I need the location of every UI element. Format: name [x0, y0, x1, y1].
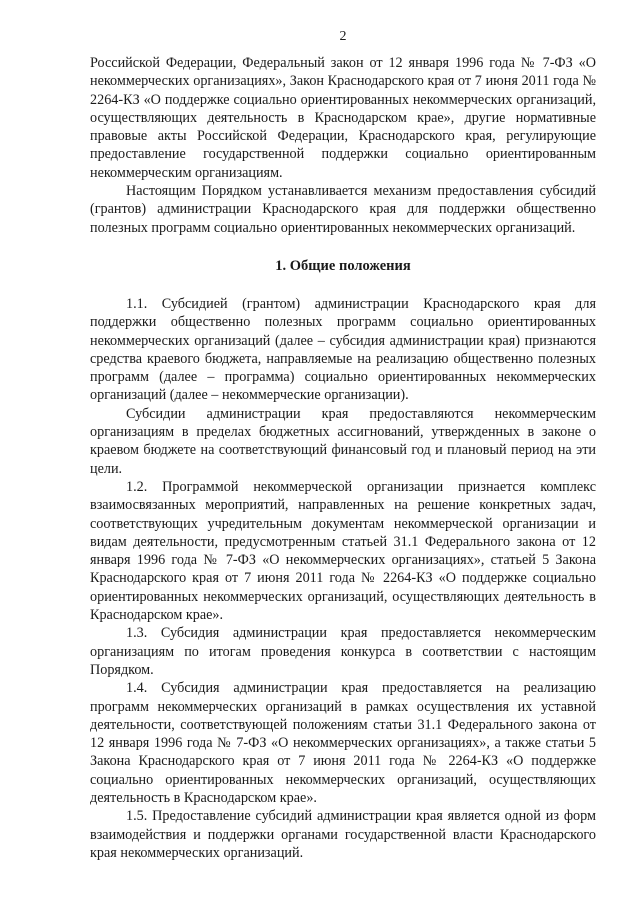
paragraph-1-1-subsidies: Субсидии администрации края предоставляются некоммерческим организациям в пределах бюджетных ассигнований, утвержденных в законе о краевом бюджете на соответствующий финансовый год и плановый период на эти цели. — [90, 405, 596, 477]
paragraph-1-2: 1.2. Программой некоммерческой организации признается комплекс взаимосвязанных мероприятий, направленных на решение конкретных задач, соответствующих учредительным документам некоммерческой организации и видам деятельности, предусмотренным статьей 31.1 Федерального закона от 12 января 1996 года № 7-ФЗ «О некоммерческих организациях», статьей 5 Закона Краснодарского края от 7 июня 2011 года № 2264-КЗ «О поддержке социально ориентированных некоммерческих организаций, осуществляющих деятельность в Краснодарском крае». — [90, 478, 596, 624]
paragraph-1-4: 1.4. Субсидия администрации края предоставляется на реализацию программ некоммерческих организаций в рамках осуществления их уставной деятельности, соответствующей положениям статьи 31.1 Федерального закона от 12 января 1996 года № 7-ФЗ «О некоммерческих организациях», а также статьи 5 Закона Краснодарского края от 7 июня 2011 года № 2264-КЗ «О поддержке социально ориентированных некоммерческих организаций, осуществляющих деятельность в Краснодарском крае». — [90, 680, 596, 806]
section-title: 1. Общие положения — [275, 257, 411, 274]
page-number: 2 — [339, 29, 347, 44]
paragraph-1-1: 1.1. Субсидией (грантом) администрации Краснодарского края для поддержки общественно полезных программ социально ориентированных некоммерческих организаций (далее – субсидия администрации края) признаются средства краевого бюджета, направляемые на реализацию общественно полезных программ (далее – программа) социально ориентированных некоммерческих организаций (далее – некоммерческие организации). — [90, 295, 596, 404]
paragraph-1-3: 1.3. Субсидия администрации края предоставляется некоммерческим организациям по итогам проведения конкурса в соответствии с настоящим Порядком. — [90, 625, 596, 678]
intro-paragraph-continued: Российской Федерации, Федеральный закон от 12 января 1996 года № 7-ФЗ «О некоммерческих организациях», Закон Краснодарского края от 7 июня 2011 года № 2264-КЗ «О поддержке социально ориентированных некоммерческих организаций, осуществляющих деятельность в Краснодарском крае», другие нормативные правовые акты Российской Федерации, Краснодарского края, регулирующие предоставление государственной поддержки социально ориентированным некоммерческим организациям. — [90, 55, 596, 181]
paragraph-1-5: 1.5. Предоставление субсидий администрации края является одной из форм взаимодействия и поддержки органами государственной власти Краснодарского края некоммерческих организаций. — [90, 808, 596, 861]
intro-paragraph-purpose: Настоящим Порядком устанавливается механизм предоставления субсидий (грантов) администрации Краснодарского края для поддержки общественно полезных программ социально ориентированных некоммерческих организаций. — [90, 183, 596, 236]
